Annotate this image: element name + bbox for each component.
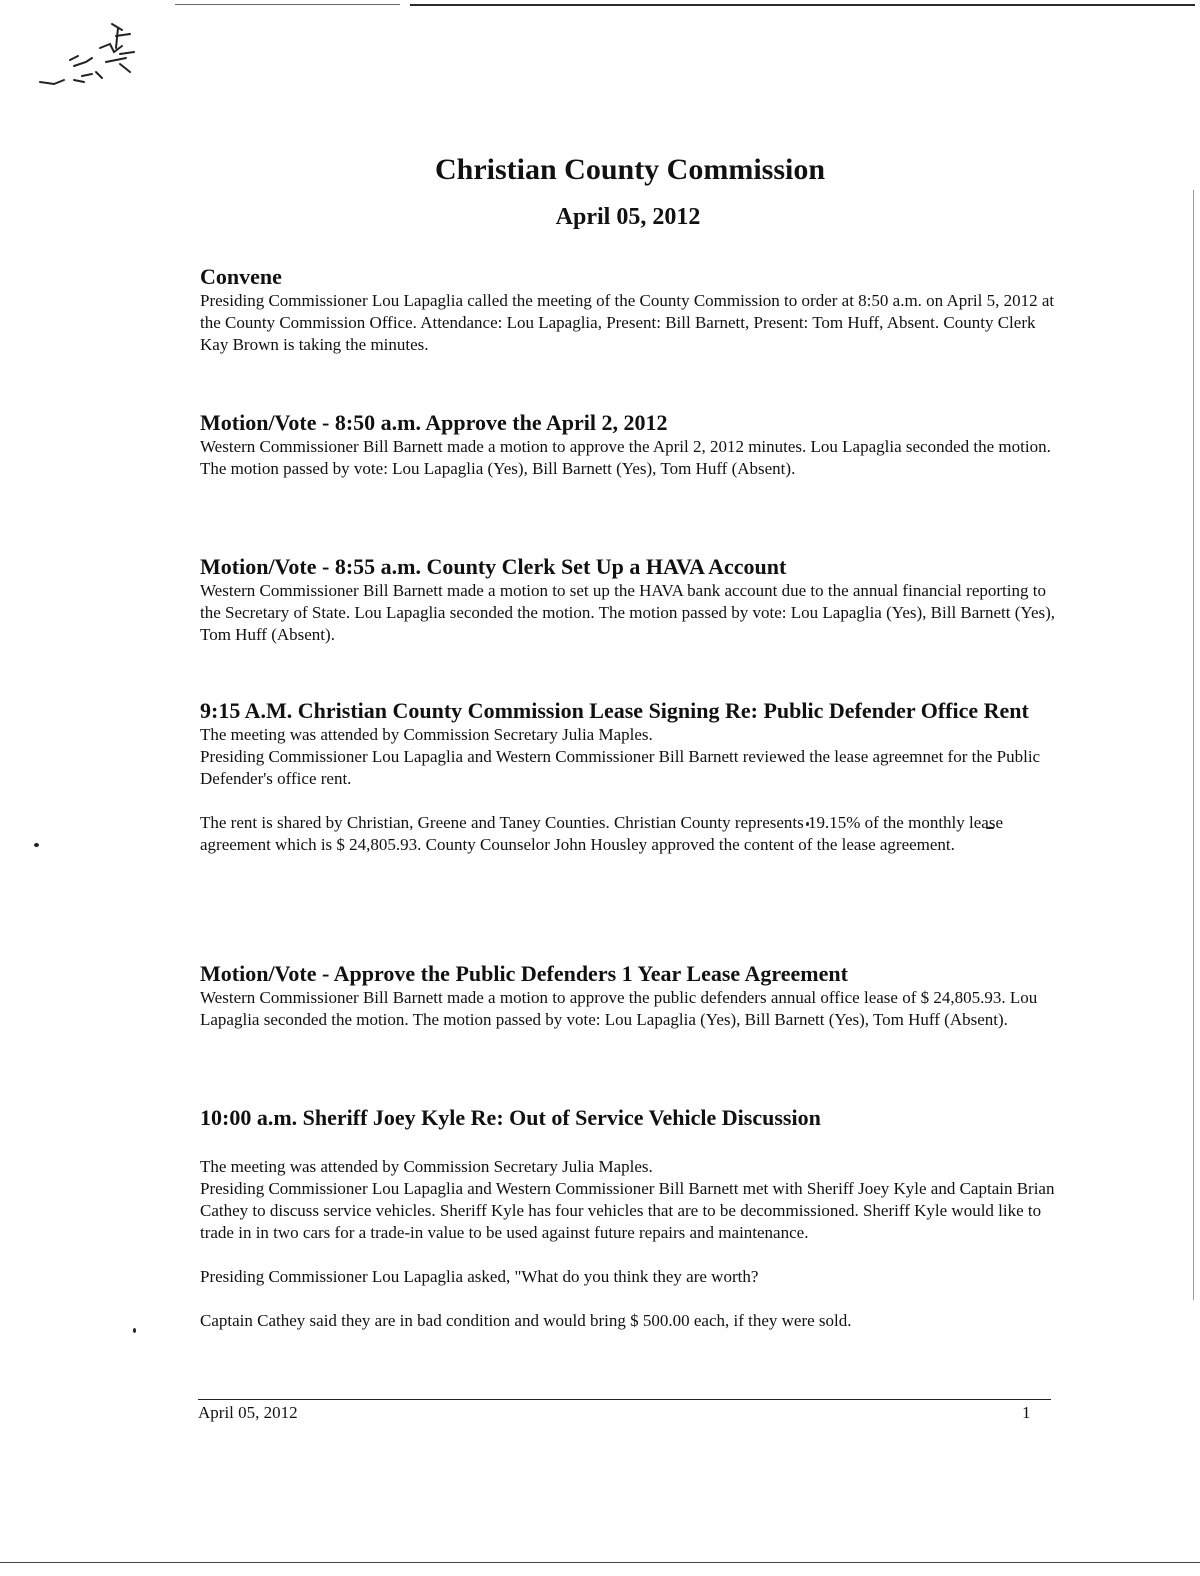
section-heading: Motion/Vote - 8:55 a.m. County Clerk Set Up a HAVA Account	[200, 554, 787, 579]
section-hava-account	[200, 554, 1060, 646]
section-heading: Convene	[200, 264, 282, 289]
scan-edge-line	[410, 4, 1195, 6]
section-paragraph: The meeting was attended by Commission Secretary Julia Maples.	[200, 725, 653, 744]
page-number: 1	[1022, 1403, 1031, 1422]
document-date: April 05, 2012	[555, 204, 701, 230]
section-heading: Motion/Vote - 8:50 a.m. Approve the April 2, 2012	[200, 410, 668, 435]
handwritten-scribble	[30, 18, 145, 98]
scan-edge-line	[1193, 190, 1194, 1300]
section-heading: Motion/Vote - Approve the Public Defenders 1 Year Lease Agreement	[200, 961, 848, 986]
section-paragraph: Presiding Commissioner Lou Lapaglia asked, "What do you think they are worth?	[200, 1267, 759, 1286]
section-paragraph: Presiding Commissioner Lou Lapaglia and Western Commissioner Bill Barnett met with Sheriff Joey Kyle and Captain Brian Cathey to discuss service vehicles. Sheriff Kyle has four vehicles that are to be decommissioned. Sheriff Kyle would like to trade in in two cars for a trade-in value to be used against future repairs and maintenance.	[200, 1179, 1055, 1242]
footer-date: April 05, 2012	[198, 1403, 298, 1422]
scan-speck	[133, 1328, 136, 1333]
section-paragraph: Presiding Commissioner Lou Lapaglia called the meeting of the County Commission to order at 8:50 a.m. on April 5, 2012 at the County Commission Office. Attendance: Lou Lapaglia, Present: Bill Barnett, Present: Tom Huff, Absent. County Clerk Kay Brown is taking the minutes.	[200, 291, 1055, 354]
section-paragraph: Presiding Commissioner Lou Lapaglia and Western Commissioner Bill Barnett reviewed the lease agreemnet for the Public Defender's office rent.	[200, 747, 1041, 788]
footer-rule	[198, 1399, 1051, 1400]
section-paragraph: Western Commissioner Bill Barnett made a motion to approve the April 2, 2012 minutes. Lou Lapaglia seconded the motion. The motion passed by vote: Lou Lapaglia (Yes), Bill Barnett (Yes), Tom Huff (Absent).	[200, 437, 1051, 478]
section-paragraph: The rent is shared by Christian, Greene and Taney Counties. Christian County represents 19.15% of the monthly lease agreement which is $ 24,805.93. County Counselor John Housley approved the content of the lease agreement.	[200, 813, 1003, 854]
section-paragraph: Captain Cathey said they are in bad condition and would bring $ 500.00 each, if they were sold.	[200, 1311, 852, 1330]
section-convene	[200, 264, 1060, 356]
section-approve-minutes	[200, 410, 1060, 480]
section-sheriff-vehicles	[200, 1105, 1060, 1332]
section-paragraph: Western Commissioner Bill Barnett made a motion to approve the public defenders annual office lease of $ 24,805.93. Lou Lapaglia seconded the motion. The motion passed by vote: Lou Lapaglia (Yes), Bill Barnett (Yes), Tom Huff (Absent).	[200, 988, 1038, 1029]
section-lease-signing	[200, 698, 1060, 856]
document-title: Christian County Commission	[434, 153, 826, 186]
section-paragraph: The meeting was attended by Commission Secretary Julia Maples.	[200, 1157, 653, 1176]
section-heading: 9:15 A.M. Christian County Commission Lease Signing Re: Public Defender Office Rent	[200, 698, 1029, 723]
scan-edge-line	[0, 1562, 1200, 1563]
section-approve-lease	[200, 961, 1060, 1031]
scan-edge-line	[175, 4, 400, 5]
scan-speck	[34, 843, 39, 847]
section-heading: 10:00 a.m. Sheriff Joey Kyle Re: Out of Service Vehicle Discussion	[200, 1105, 821, 1130]
section-paragraph: Western Commissioner Bill Barnett made a motion to set up the HAVA bank account due to the annual financial reporting to the Secretary of State. Lou Lapaglia seconded the motion. The motion passed by vote: Lou Lapaglia (Yes), Bill Barnett (Yes), Tom Huff (Absent).	[200, 581, 1056, 644]
